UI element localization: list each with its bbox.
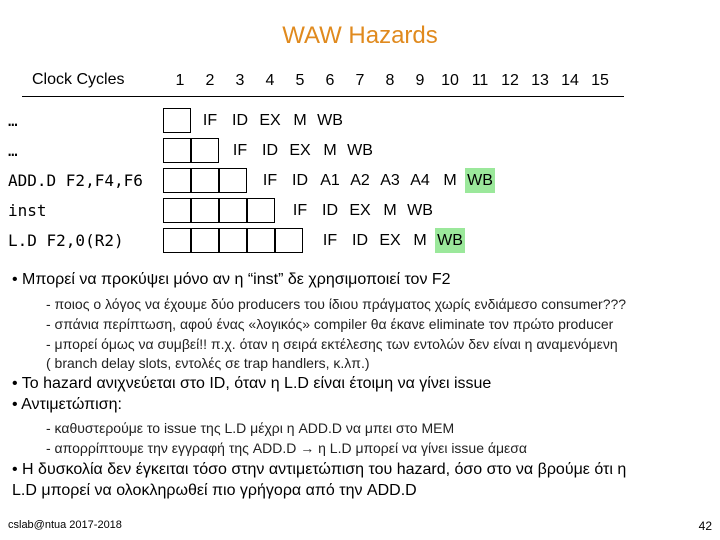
pipeline-stage-a2: A2 (350, 172, 370, 189)
header-divider (22, 96, 624, 97)
pipeline-stage-wb: WB (435, 228, 465, 253)
empty-cycle-cell (247, 228, 275, 253)
bullet-3-sub-1: - καθυστερούμε το issue της L.D μέχρι η ADD.D να μπει στο MEM (46, 420, 455, 436)
bullet-1-sub-4: ( branch delay slots, εντολές σε trap handlers, κ.λπ.) (46, 355, 370, 371)
pipeline-stage-if: IF (262, 172, 278, 189)
empty-cycle-cell (163, 168, 191, 193)
clock-cycle-number: 3 (235, 72, 245, 89)
pipeline-stage-if: IF (322, 232, 338, 249)
clock-cycle-number: 4 (265, 72, 275, 89)
slide-title: WAW Hazards (282, 22, 438, 49)
clock-cycle-number: 6 (325, 72, 335, 89)
clock-cycle-number: 8 (385, 72, 395, 89)
bullet-1-sub-3: - μπορεί όμως να συμβεί!! π.χ. όταν η σειρά εκτέλεσης των εντολών δεν είναι η αναμενόμενη (46, 336, 618, 352)
pipeline-stage-a4: A4 (410, 172, 430, 189)
pipeline-stage-m: M (383, 202, 397, 219)
clock-cycle-number: 15 (591, 72, 609, 89)
pipeline-stage-id: ID (232, 112, 248, 129)
clock-cycles-label: Clock Cycles (32, 71, 125, 88)
pipeline-stage-wb: WB (317, 112, 343, 129)
empty-cycle-cell (219, 228, 247, 253)
empty-cycle-cell (247, 198, 275, 223)
clock-cycle-number: 11 (471, 72, 489, 89)
bullet-1: • Μπορεί να προκύψει μόνο αν η “inst” δε χρησιμοποιεί τον F2 (12, 271, 451, 288)
bullet-1-sub-1: - ποιος ο λόγος να έχουμε δύο producers του ίδιου πράγματος χωρίς ενδιάμεσο consumer??? (46, 296, 627, 312)
bullet-3: • Αντιμετώπιση: (12, 396, 122, 413)
pipeline-stage-id: ID (292, 172, 308, 189)
pipeline-stage-m: M (293, 112, 307, 129)
pipeline-stage-ex: EX (289, 142, 311, 159)
empty-cycle-cell (219, 198, 247, 223)
pipeline-stage-id: ID (322, 202, 338, 219)
clock-cycle-number: 13 (531, 72, 549, 89)
clock-cycle-number: 7 (355, 72, 365, 89)
pipeline-stage-m: M (443, 172, 457, 189)
bullet-2: • Το hazard ανιχνεύεται στο ID, όταν η L.D είναι έτοιμη να γίνει issue (12, 375, 492, 392)
instruction-label: … (8, 111, 18, 130)
pipeline-stage-if: IF (202, 112, 218, 129)
instruction-label: ADD.D F2,F4,F6 (8, 171, 143, 190)
pipeline-stage-id: ID (352, 232, 368, 249)
clock-cycle-number: 10 (441, 72, 459, 89)
pipeline-stage-id: ID (262, 142, 278, 159)
clock-cycle-number: 9 (415, 72, 425, 89)
pipeline-stage-ex: EX (349, 202, 371, 219)
empty-cycle-cell (219, 168, 247, 193)
clock-cycle-number: 5 (295, 72, 305, 89)
empty-cycle-cell (275, 228, 303, 253)
instruction-label: … (8, 141, 18, 160)
empty-cycle-cell (191, 228, 219, 253)
bullet-4-line-2: L.D μπορεί να ολοκληρωθεί πιο γρήγορα από την ADD.D (12, 482, 417, 499)
empty-cycle-cell (163, 108, 191, 133)
empty-cycle-cell (191, 138, 219, 163)
bullet-1-sub-2: - σπάνια περίπτωση, αφού ένας «λογικός» compiler θα έκανε eliminate τον πρώτο producer (46, 316, 614, 332)
footer-credit: cslab@ntua 2017-2018 (8, 519, 122, 531)
pipeline-stage-ex: EX (379, 232, 401, 249)
pipeline-stage-ex: EX (259, 112, 281, 129)
bullet-4-line-1: • Η δυσκολία δεν έγκειται τόσο στην αντιμετώπιση του hazard, όσο στο να βρούμε ότι η (12, 461, 627, 478)
clock-cycle-number: 2 (205, 72, 215, 89)
empty-cycle-cell (163, 198, 191, 223)
pipeline-stage-m: M (323, 142, 337, 159)
pipeline-stage-wb: WB (407, 202, 433, 219)
bullet-3-sub-2: - απορρίπτουμε την εγγραφή της ADD.D → η L.D μπορεί να γίνει issue άμεσα (46, 440, 528, 456)
pipeline-stage-wb: WB (347, 142, 373, 159)
pipeline-stage-a1: A1 (320, 172, 340, 189)
empty-cycle-cell (163, 228, 191, 253)
pipeline-stage-wb: WB (465, 168, 495, 193)
pipeline-stage-m: M (413, 232, 427, 249)
page-number: 42 (698, 519, 712, 533)
clock-cycle-number: 1 (175, 72, 185, 89)
empty-cycle-cell (191, 168, 219, 193)
instruction-label: L.D F2,0(R2) (8, 231, 124, 250)
instruction-label: inst (8, 201, 47, 220)
clock-cycle-number: 14 (561, 72, 579, 89)
pipeline-stage-if: IF (292, 202, 308, 219)
clock-cycle-number: 12 (501, 72, 519, 89)
pipeline-stage-a3: A3 (380, 172, 400, 189)
empty-cycle-cell (191, 198, 219, 223)
pipeline-stage-if: IF (232, 142, 248, 159)
empty-cycle-cell (163, 138, 191, 163)
